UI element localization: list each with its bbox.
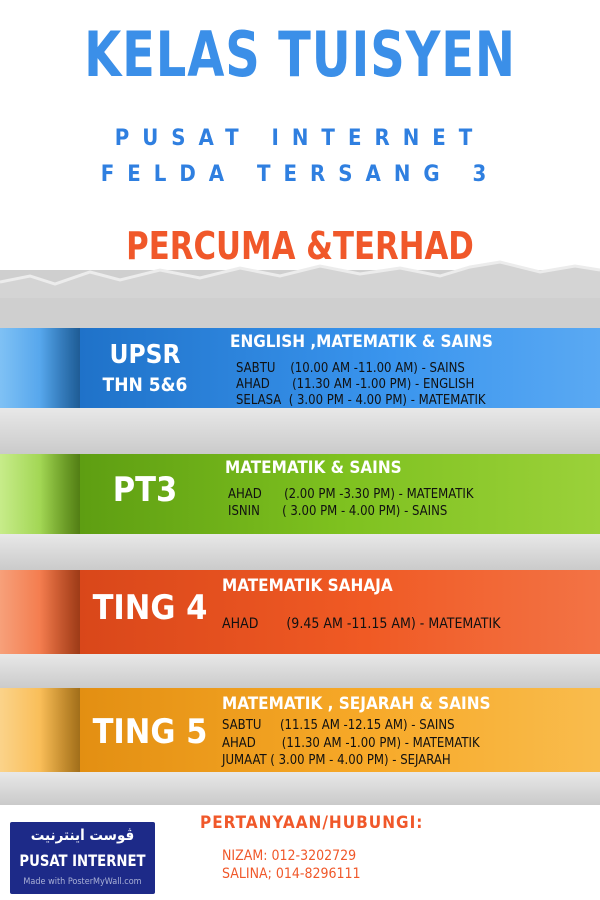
band-gap-1 (0, 408, 600, 456)
band-ting4-shadow (40, 570, 80, 654)
band-ting5-schedule-1: SABTU (11.15 AM -12.15 AM) - SAINS (222, 718, 455, 733)
band-ting5-label: TING 5 (92, 712, 208, 752)
band-pt3-label: PT3 (112, 470, 178, 510)
band-upsr-subjects: ENGLISH ,MATEMATIK & SAINS (230, 332, 493, 352)
band-pt3-schedule-1: AHAD (2.00 PM -3.30 PM) - MATEMATIK (228, 487, 474, 502)
band-gap-3 (0, 654, 600, 690)
band-upsr-schedule-2: AHAD (11.30 AM -1.00 PM) - ENGLISH (236, 377, 475, 392)
band-upsr-label: UPSR (109, 340, 181, 370)
band-upsr-schedule-3: SELASA ( 3.00 PM - 4.00 PM) - MATEMATIK (236, 393, 486, 408)
band-ting4-schedule-1: AHAD (9.45 AM -11.15 AM) - MATEMATIK (222, 616, 501, 632)
band-ting5-schedule-2: AHAD (11.30 AM -1.00 PM) - MATEMATIK (222, 736, 480, 751)
band-ting5-schedule-3: JUMAAT ( 3.00 PM - 4.00 PM) - SEJARAH (222, 753, 451, 768)
band-pt3-subjects: MATEMATIK & SAINS (225, 458, 402, 478)
subtitle-line1: PUSAT INTERNET (114, 126, 486, 151)
contact-nizam: NIZAM: 012-3202729 (222, 848, 357, 864)
logo-arabic-text: ڤوست اينترنيت (30, 826, 135, 844)
contact-salina: SALINA; 014-8296111 (222, 866, 361, 882)
band-upsr-sublabel: THN 5&6 (102, 374, 188, 396)
band-pt3-schedule-2: ISNIN ( 3.00 PM - 4.00 PM) - SAINS (228, 504, 448, 519)
band-ting5-shadow (40, 688, 80, 772)
band-ting4-subjects: MATEMATIK SAHAJA (222, 576, 393, 596)
logo-main-text: PUSAT INTERNET (19, 851, 146, 870)
promo-text: PERCUMA &TERHAD (126, 224, 474, 268)
band-gap-2 (0, 534, 600, 572)
band-gap-4 (0, 772, 600, 806)
contact-title: PERTANYAAN/HUBUNGI: (200, 813, 424, 833)
subtitle-line2: FELDA TERSANG 3 (100, 162, 500, 187)
band-upsr-schedule-1: SABTU (10.00 AM -11.00 AM) - SAINS (236, 361, 465, 376)
band-upsr-shadow (40, 328, 80, 408)
band-pt3-shadow (40, 454, 80, 534)
poster-title: KELAS TUISYEN (84, 18, 516, 91)
torn-paper-edge (0, 258, 600, 298)
band-ting4-label: TING 4 (92, 588, 208, 628)
band-ting5-subjects: MATEMATIK , SEJARAH & SAINS (222, 694, 491, 714)
logo-made-with-text: Made with PosterMyWall.com (23, 877, 142, 887)
